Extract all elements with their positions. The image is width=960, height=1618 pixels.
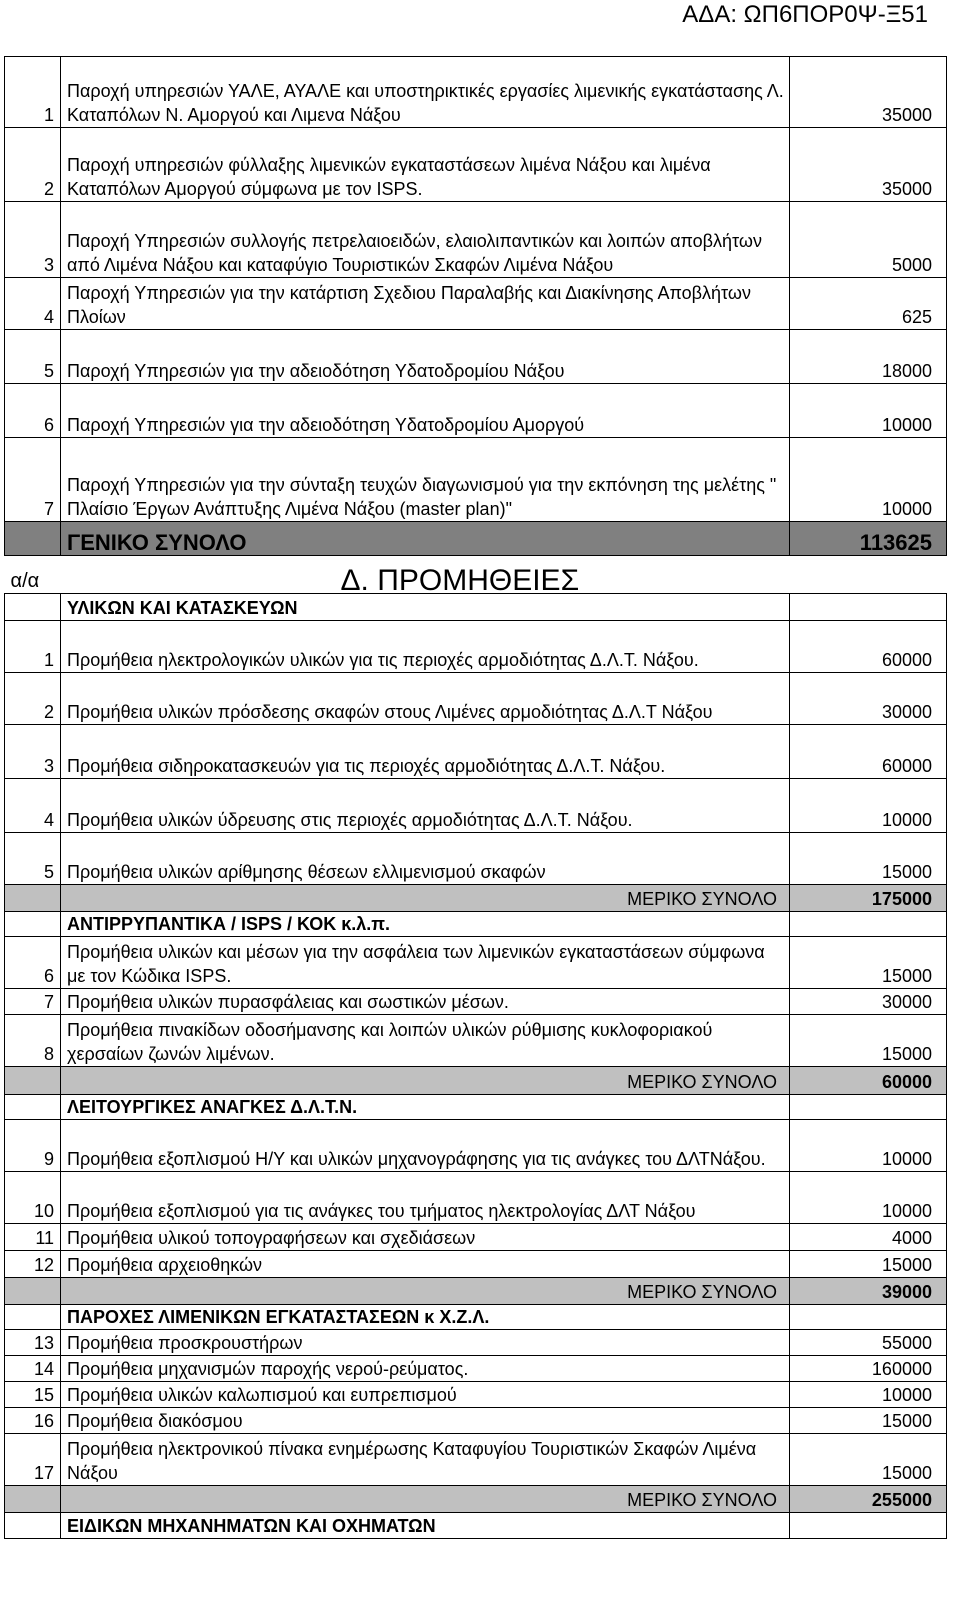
- subsection-row: [5, 1305, 947, 1330]
- row-description: Παροχή Υπηρεσιών για την αδειοδότηση Υδατοδρομίου Αμοργού: [61, 384, 790, 438]
- subsection-row: [5, 594, 947, 621]
- row-amount: 10000: [790, 438, 947, 522]
- subsection-title: ΥΛΙΚΩΝ ΚΑΙ ΚΑΤΑΣΚΕΥΩΝ: [61, 594, 790, 621]
- row-amount: 4000: [790, 1224, 947, 1251]
- table-row: [5, 989, 947, 1015]
- partial-total-amount: 60000: [790, 1067, 947, 1095]
- row-description: Παροχή Υπηρεσιών συλλογής πετρελαιοειδών, ελαιολιπαντικών και λοιπών αποβλήτων από Λιμένα Νάξου και καταφύγιο Τουριστικών Σκαφών Λιμένα Νάξου: [61, 202, 790, 278]
- aa-label: α/α: [10, 570, 40, 592]
- table-row: [5, 438, 947, 522]
- table-row: [5, 278, 947, 330]
- row-amount: 15000: [790, 937, 947, 989]
- row-description: Προμήθεια υλικού τοπογραφήσεων και σχεδιάσεων: [61, 1224, 790, 1251]
- table-row: [5, 1382, 947, 1408]
- subsection-title: ΑΝΤΙΡΡΥΠΑΝΤΙΚΑ / ISPS / ΚΟΚ κ.λ.π.: [61, 912, 790, 937]
- table-row: [5, 937, 947, 989]
- row-number: 17: [5, 1434, 61, 1486]
- row-description: Παροχή Υπηρεσιών για την σύνταξη τευχών διαγωνισμού για την εκπόνηση της μελέτης " Πλαίσιο Έργων Ανάπτυξης Λιμένα Νάξου (master plan)": [61, 438, 790, 522]
- row-number: 12: [5, 1251, 61, 1278]
- table-row: [5, 779, 947, 833]
- subsection-title: ΕΙΔΙΚΩΝ ΜΗΧΑΝΗΜΑΤΩΝ ΚΑΙ ΟΧΗΜΑΤΩΝ: [61, 1513, 790, 1539]
- row-amount: 30000: [790, 989, 947, 1015]
- partial-total-label: ΜΕΡΙΚΟ ΣΥΝΟΛΟ: [61, 1486, 790, 1513]
- table-row: [5, 57, 947, 128]
- partial-total-amount: 39000: [790, 1278, 947, 1305]
- table-row: [5, 1172, 947, 1224]
- row-description: Προμήθεια εξοπλισμού για τις ανάγκες του τμήματος ηλεκτρολογίας ΔΛΤ Νάξου: [61, 1172, 790, 1224]
- row-number: 5: [5, 330, 61, 384]
- row-amount: 625: [790, 278, 947, 330]
- table-row: [5, 1356, 947, 1382]
- row-amount: 10000: [790, 779, 947, 833]
- row-number: 5: [5, 833, 61, 885]
- partial-total-amount: 255000: [790, 1486, 947, 1513]
- subsection-title: ΛΕΙΤΟΥΡΓΙΚΕΣ ΑΝΑΓΚΕΣ Δ.Λ.Τ.Ν.: [61, 1095, 790, 1120]
- row-description: Προμήθεια υλικών καλωπισμού και ευπρεπισμού: [61, 1382, 790, 1408]
- partial-total-row: [5, 1486, 947, 1513]
- row-amount: 55000: [790, 1330, 947, 1356]
- row-number: 15: [5, 1382, 61, 1408]
- row-amount: 60000: [790, 621, 947, 673]
- row-number: 2: [5, 128, 61, 202]
- table-row: [5, 673, 947, 725]
- grand-total-label: ΓΕΝΙΚΟ ΣΥΝΟΛΟ: [61, 522, 790, 556]
- partial-total-row: [5, 885, 947, 912]
- table-row: [5, 1015, 947, 1067]
- row-number: 7: [5, 989, 61, 1015]
- row-description: Προμήθεια αρχειοθηκών: [61, 1251, 790, 1278]
- row-amount: 15000: [790, 1434, 947, 1486]
- grand-total-row: [5, 522, 947, 556]
- row-description: Παροχή υπηρεσιών φύλλαξης λιμενικών εγκαταστάσεων λιμένα Νάξου και λιμένα Καταπόλων Αμοργού σύμφωνα με τον ISPS.: [61, 128, 790, 202]
- row-description: Προμήθεια υλικών πυρασφάλειας και σωστικών μέσων.: [61, 989, 790, 1015]
- table-row: [5, 1120, 947, 1172]
- table-row: [5, 384, 947, 438]
- row-description: Προμήθεια πινακίδων οδοσήμανσης και λοιπών υλικών ρύθμισης κυκλοφοριακού χερσαίων ζωνών λιμένων.: [61, 1015, 790, 1067]
- row-description: Παροχή Υπηρεσιών για την κατάρτιση Σχεδιου Παραλαβής και Διακίνησης Αποβλήτων Πλοίων: [61, 278, 790, 330]
- row-amount: 10000: [790, 384, 947, 438]
- row-description: Προμήθεια ηλεκτρολογικών υλικών για τις περιοχές αρμοδιότητας Δ.Λ.Τ. Νάξου.: [61, 621, 790, 673]
- row-number: 14: [5, 1356, 61, 1382]
- subsection-row: [5, 912, 947, 937]
- row-number: 9: [5, 1120, 61, 1172]
- row-description: Προμήθεια ηλεκτρονικού πίνακα ενημέρωσης Καταφυγίου Τουριστικών Σκαφών Λιμένα Νάξου: [61, 1434, 790, 1486]
- row-amount: 18000: [790, 330, 947, 384]
- row-amount: 30000: [790, 673, 947, 725]
- row-number: 4: [5, 779, 61, 833]
- table-row: [5, 1330, 947, 1356]
- subsection-row: [5, 1095, 947, 1120]
- table-row: [5, 1408, 947, 1434]
- table-row: [5, 330, 947, 384]
- row-number: 4: [5, 278, 61, 330]
- row-description: Παροχή υπηρεσιών ΥΑΛΕ, ΑΥΑΛΕ και υποστηρικτικές εργασίες λιμενικής εγκατάστασης Λ. Καταπόλων Ν. Αμοργού και Λιμενα Νάξου: [61, 57, 790, 128]
- table-row: [5, 1251, 947, 1278]
- row-number: 6: [5, 384, 61, 438]
- partial-total-label: ΜΕΡΙΚΟ ΣΥΝΟΛΟ: [61, 1067, 790, 1095]
- row-amount: 15000: [790, 833, 947, 885]
- row-number: 11: [5, 1224, 61, 1251]
- row-amount: 10000: [790, 1382, 947, 1408]
- row-description: Προμήθεια σιδηροκατασκευών για τις περιοχές αρμοδιότητας Δ.Λ.Τ. Νάξου.: [61, 725, 790, 779]
- partial-total-row: [5, 1067, 947, 1095]
- row-description: Προμήθεια υλικών ύδρευσης στις περιοχές αρμοδιότητας Δ.Λ.Τ. Νάξου.: [61, 779, 790, 833]
- partial-total-amount: 175000: [790, 885, 947, 912]
- table-row: [5, 833, 947, 885]
- table-row: [5, 725, 947, 779]
- row-description: Προμήθεια διακόσμου: [61, 1408, 790, 1434]
- row-number: 3: [5, 202, 61, 278]
- row-amount: 35000: [790, 57, 947, 128]
- row-description: Προμήθεια μηχανισμών παροχής νερού-ρεύματος.: [61, 1356, 790, 1382]
- row-number: 1: [5, 621, 61, 673]
- row-amount: 10000: [790, 1120, 947, 1172]
- row-description: Προμήθεια εξοπλισμού Η/Υ και υλικών μηχανογράφησης για τις ανάγκες του ΔΛΤΝάξου.: [61, 1120, 790, 1172]
- row-number: 7: [5, 438, 61, 522]
- row-amount: 15000: [790, 1015, 947, 1067]
- table-row: [5, 202, 947, 278]
- table-row: [5, 1224, 947, 1251]
- grand-total-amount: 113625: [790, 522, 947, 556]
- row-amount: 60000: [790, 725, 947, 779]
- partial-total-label: ΜΕΡΙΚΟ ΣΥΝΟΛΟ: [61, 885, 790, 912]
- row-description: Παροχή Υπηρεσιών για την αδειοδότηση Υδατοδρομίου Νάξου: [61, 330, 790, 384]
- row-number: 8: [5, 1015, 61, 1067]
- subsection-row: [5, 1513, 947, 1539]
- subsection-title: ΠΑΡΟΧΕΣ ΛΙΜΕΝΙΚΩΝ ΕΓΚΑΤΑΣΤΑΣΕΩΝ κ Χ.Ζ.Λ.: [61, 1305, 790, 1330]
- section-title: Δ. ΠΡΟΜΗΘΕΙΕΣ: [340, 564, 580, 594]
- budget-table: [4, 56, 947, 1539]
- row-description: Προμήθεια υλικών πρόσδεσης σκαφών στους Λιμένες αρμοδιότητας Δ.Λ.Τ Νάξου: [61, 673, 790, 725]
- table-row: [5, 1434, 947, 1486]
- row-number: 3: [5, 725, 61, 779]
- row-number: 6: [5, 937, 61, 989]
- row-number: 10: [5, 1172, 61, 1224]
- row-number: 2: [5, 673, 61, 725]
- row-number: 13: [5, 1330, 61, 1356]
- row-description: Προμήθεια υλικών και μέσων για την ασφάλεια των λιμενικών εγκαταστάσεων σύμφωνα με τον Κώδικα ISPS.: [61, 937, 790, 989]
- table-row: [5, 128, 947, 202]
- row-amount: 15000: [790, 1251, 947, 1278]
- row-amount: 35000: [790, 128, 947, 202]
- row-amount: 15000: [790, 1408, 947, 1434]
- section-heading-row: [5, 556, 947, 594]
- table-row: [5, 621, 947, 673]
- partial-total-row: [5, 1278, 947, 1305]
- row-description: Προμήθεια προσκρουστήρων: [61, 1330, 790, 1356]
- row-number: 16: [5, 1408, 61, 1434]
- row-amount: 10000: [790, 1172, 947, 1224]
- row-amount: 5000: [790, 202, 947, 278]
- ada-header: ΑΔΑ: ΩΠ6ΠΟΡ0Ψ-Ξ51: [682, 1, 928, 28]
- partial-total-label: ΜΕΡΙΚΟ ΣΥΝΟΛΟ: [61, 1278, 790, 1305]
- row-description: Προμήθεια υλικών αρίθμησης θέσεων ελλιμενισμού σκαφών: [61, 833, 790, 885]
- row-amount: 160000: [790, 1356, 947, 1382]
- row-number: 1: [5, 57, 61, 128]
